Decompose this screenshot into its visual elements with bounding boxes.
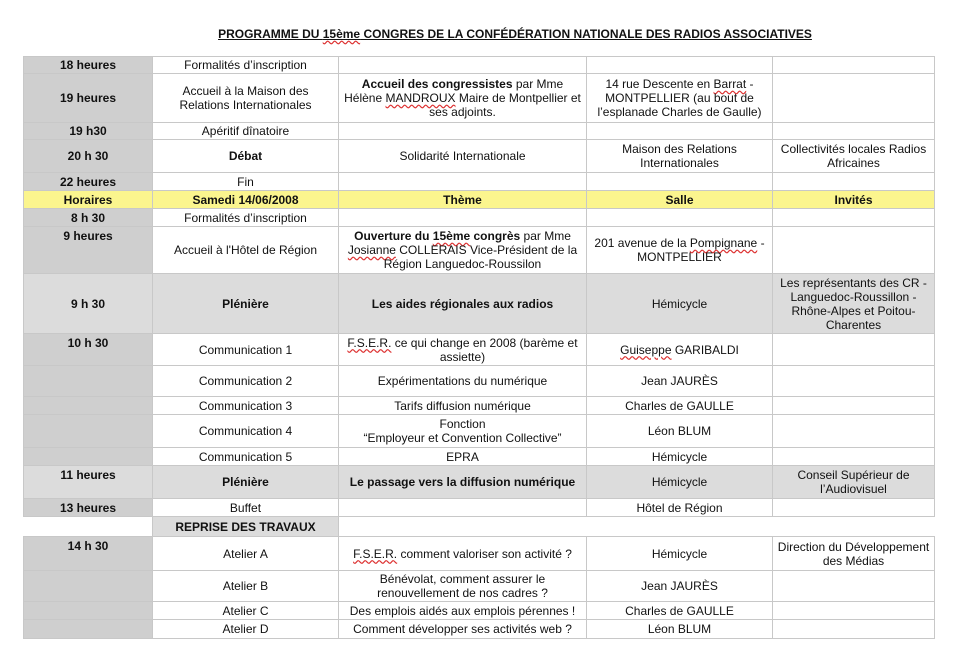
time-cell: 9 heures: [24, 227, 153, 274]
theme-cell: Des emplois aidés aux emplois pérennes !: [339, 602, 587, 620]
activity-cell: Atelier B: [153, 571, 339, 602]
activity-cell: Accueil à l'Hôtel de Région: [153, 227, 339, 274]
empty-cell: [587, 517, 773, 537]
activity-cell: Communication 4: [153, 415, 339, 448]
theme-cell: F.S.E.R. ce qui change en 2008 (barème et assiette): [339, 334, 587, 366]
table-row: [24, 499, 935, 517]
time-cell: 14 h 30: [24, 537, 153, 571]
invites-cell: [773, 366, 935, 397]
salle-cell: [587, 209, 773, 227]
table-row: [24, 397, 935, 415]
invites-cell: [773, 448, 935, 466]
activity-cell: Formalités d’inscription: [153, 209, 339, 227]
empty-cell: [773, 517, 935, 537]
invites-cell: [773, 397, 935, 415]
table-row: [24, 57, 935, 74]
invites-cell: [773, 620, 935, 639]
theme-cell: [339, 499, 587, 517]
time-cell: [24, 620, 153, 639]
invites-cell: [773, 415, 935, 448]
header-horaires: Horaires: [24, 191, 153, 209]
table-row: [24, 334, 935, 366]
header-date: Samedi 14/06/2008: [153, 191, 339, 209]
theme-cell: [339, 209, 587, 227]
page-title: PROGRAMME DU 15ème CONGRES DE LA CONFÉDÉRATION NATIONALE DES RADIOS ASSOCIATIVES: [218, 27, 812, 41]
programme-table: [23, 56, 935, 639]
time-cell: [24, 397, 153, 415]
theme-cell: Les aides régionales aux radios: [339, 274, 587, 334]
table-row: [24, 173, 935, 191]
table-row: [24, 415, 935, 448]
table-header-row: [24, 191, 935, 209]
activity-cell: Communication 3: [153, 397, 339, 415]
activity-cell: Plénière: [153, 466, 339, 499]
time-cell: 11 heures: [24, 466, 153, 499]
theme-cell: Expérimentations du numérique: [339, 366, 587, 397]
salle-cell: Hémicycle: [587, 466, 773, 499]
salle-cell: Hémicycle: [587, 274, 773, 334]
salle-cell: Jean JAURÈS: [587, 571, 773, 602]
time-cell: 22 heures: [24, 173, 153, 191]
salle-cell: Guiseppe GARIBALDI: [587, 334, 773, 366]
theme-cell: Le passage vers la diffusion numérique: [339, 466, 587, 499]
activity-cell: Atelier A: [153, 537, 339, 571]
salle-cell: Hôtel de Région: [587, 499, 773, 517]
salle-cell: 14 rue Descente en Barrat - MONTPELLIER (au bout de l’esplanade Charles de Gaulle): [587, 74, 773, 123]
time-cell: 19 h30: [24, 123, 153, 140]
invites-cell: [773, 209, 935, 227]
header-theme: Thème: [339, 191, 587, 209]
theme-cell: Fonction “Employeur et Convention Collective”: [339, 415, 587, 448]
table-row: [24, 571, 935, 602]
theme-cell: Ouverture du 15ème congrès par Mme Josianne COLLERAIS Vice-Président de la Région Languedoc-Roussilon: [339, 227, 587, 274]
time-cell: 18 heures: [24, 57, 153, 74]
table-row: [24, 209, 935, 227]
activity-cell: Fin: [153, 173, 339, 191]
theme-cell: Tarifs diffusion numérique: [339, 397, 587, 415]
activity-cell: Accueil à la Maison des Relations Internationales: [153, 74, 339, 123]
table-row: [24, 448, 935, 466]
time-cell: [24, 448, 153, 466]
activity-cell: Communication 5: [153, 448, 339, 466]
activity-cell: Plénière: [153, 274, 339, 334]
theme-cell: [339, 123, 587, 140]
time-cell: 10 h 30: [24, 334, 153, 366]
invites-cell: [773, 499, 935, 517]
activity-cell: Apéritif dînatoire: [153, 123, 339, 140]
time-cell: [24, 571, 153, 602]
salle-cell: Léon BLUM: [587, 415, 773, 448]
salle-cell: [587, 123, 773, 140]
salle-cell: Maison des Relations Internationales: [587, 140, 773, 173]
activity-cell: Communication 1: [153, 334, 339, 366]
invites-cell: [773, 334, 935, 366]
theme-cell: Comment développer ses activités web ?: [339, 620, 587, 639]
table-row: [24, 274, 935, 334]
salle-cell: Jean JAURÈS: [587, 366, 773, 397]
table-row: [24, 602, 935, 620]
theme-cell: [339, 173, 587, 191]
invites-cell: [773, 227, 935, 274]
invites-cell: [773, 74, 935, 123]
activity-cell: Buffet: [153, 499, 339, 517]
header-salle: Salle: [587, 191, 773, 209]
salle-cell: Hémicycle: [587, 537, 773, 571]
empty-cell: [24, 517, 153, 537]
salle-cell: 201 avenue de la Pompignane - MONTPELLIER: [587, 227, 773, 274]
theme-cell: EPRA: [339, 448, 587, 466]
theme-cell: Solidarité Internationale: [339, 140, 587, 173]
time-cell: 9 h 30: [24, 274, 153, 334]
invites-cell: [773, 173, 935, 191]
table-row: [24, 517, 935, 537]
table-row: [24, 74, 935, 123]
activity-cell: Atelier D: [153, 620, 339, 639]
invites-cell: Collectivités locales Radios Africaines: [773, 140, 935, 173]
salle-cell: Charles de GAULLE: [587, 397, 773, 415]
table-row: [24, 140, 935, 173]
theme-cell: Accueil des congressistes par Mme Hélène MANDROUX Maire de Montpellier et ses adjoints.: [339, 74, 587, 123]
activity-cell: Atelier C: [153, 602, 339, 620]
table-row: [24, 537, 935, 571]
salle-cell: [587, 173, 773, 191]
invites-cell: Direction du Développement des Médias: [773, 537, 935, 571]
salle-cell: Léon BLUM: [587, 620, 773, 639]
header-invites: Invités: [773, 191, 935, 209]
invites-cell: [773, 57, 935, 74]
table-row: [24, 366, 935, 397]
invites-cell: [773, 602, 935, 620]
time-cell: [24, 602, 153, 620]
theme-cell: F.S.E.R. comment valoriser son activité ?: [339, 537, 587, 571]
table-row: [24, 620, 935, 639]
theme-cell: Bénévolat, comment assurer le renouvellement de nos cadres ?: [339, 571, 587, 602]
salle-cell: Hémicycle: [587, 448, 773, 466]
activity-cell: Communication 2: [153, 366, 339, 397]
activity-cell: Débat: [153, 140, 339, 173]
salle-cell: [587, 57, 773, 74]
activity-cell: Formalités d’inscription: [153, 57, 339, 74]
time-cell: 13 heures: [24, 499, 153, 517]
invites-cell: Conseil Supérieur de l’Audiovisuel: [773, 466, 935, 499]
invites-cell: [773, 123, 935, 140]
table-row: [24, 123, 935, 140]
time-cell: 8 h 30: [24, 209, 153, 227]
empty-cell: [339, 517, 587, 537]
time-cell: [24, 415, 153, 448]
salle-cell: Charles de GAULLE: [587, 602, 773, 620]
time-cell: 20 h 30: [24, 140, 153, 173]
time-cell: 19 heures: [24, 74, 153, 123]
invites-cell: Les représentants des CR - Languedoc-Roussillon - Rhône-Alpes et Poitou-Charentes: [773, 274, 935, 334]
theme-cell: [339, 57, 587, 74]
invites-cell: [773, 571, 935, 602]
table-row: [24, 466, 935, 499]
time-cell: [24, 366, 153, 397]
table-row: [24, 227, 935, 274]
section-heading: REPRISE DES TRAVAUX: [153, 517, 339, 537]
